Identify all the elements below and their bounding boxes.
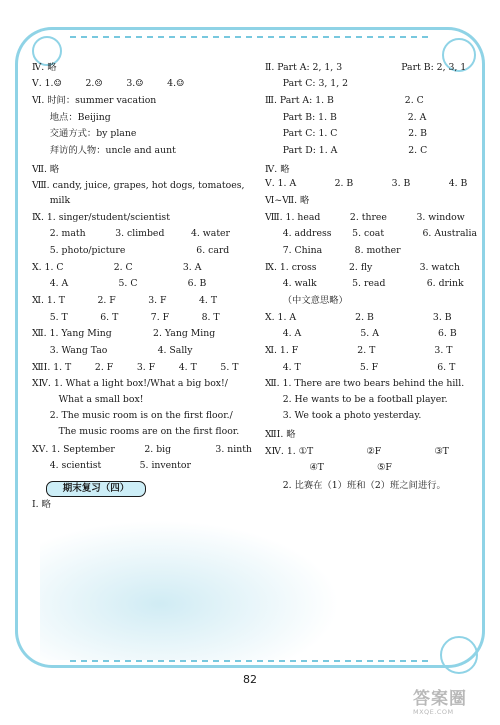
answer-line: 2. The music room is on the first floor./ bbox=[32, 410, 233, 421]
answer-line: 4. walk 5. read 6. drink bbox=[265, 278, 464, 289]
answer-line: Ⅶ. 略 bbox=[32, 164, 60, 175]
answer-line: 3. We took a photo yesterday. bbox=[265, 410, 422, 421]
answer-line: Ⅴ. 1. A 2. B 3. B 4. B bbox=[265, 178, 468, 189]
answer-line: 2. He wants to be a football player. bbox=[265, 394, 448, 405]
answer-line: Ⅵ. 时间：summer vacation bbox=[32, 95, 157, 106]
answer-line: 拜访的人物：uncle and aunt bbox=[32, 145, 176, 156]
answer-line: 7. China 8. mother bbox=[265, 245, 401, 256]
answer-line: 地点：Beijing bbox=[32, 112, 111, 123]
answer-line: 4. A 5. C 6. B bbox=[32, 278, 207, 289]
answer-line: ⅩⅤ. 1. September 2. big 3. ninth bbox=[32, 444, 252, 455]
decor-dashes bbox=[70, 660, 430, 662]
watermark-main: 答案圈 bbox=[413, 689, 467, 709]
answer-line: Ⅹ. 1. A 2. B 3. B bbox=[265, 312, 452, 323]
watermark-sub: MXQE.COM bbox=[413, 708, 454, 716]
answer-line: Ⅷ. 1. head 2. three 3. window bbox=[265, 212, 465, 223]
answer-line: Ⅸ. 1. singer/student/scientist bbox=[32, 212, 170, 223]
answer-line: Ⅹ. 1. C 2. C 3. A bbox=[32, 262, 202, 273]
answer-line: Part C: 3, 1, 2 bbox=[265, 78, 349, 89]
answer-line: Part C: 1. C 2. B bbox=[265, 128, 427, 139]
decor-circle bbox=[440, 636, 478, 674]
answer-line: Ⅳ. 略 bbox=[265, 164, 290, 175]
answer-line: Ⅺ. 1. T 2. F 3. F 4. T bbox=[32, 295, 218, 306]
answer-line: ④T ⑤F bbox=[265, 462, 392, 473]
section-tag: 期末复习（四） bbox=[46, 481, 146, 497]
answer-line: Ⅳ. 略 bbox=[32, 62, 57, 73]
answer-line: ⅫⅠ. 1. T 2. F 3. F 4. T 5. T bbox=[32, 362, 239, 373]
answer-line: 4. scientist 5. inventor bbox=[32, 460, 191, 471]
answer-line: 4. T 5. F 6. T bbox=[265, 362, 456, 373]
answer-line: Part B: 1. B 2. A bbox=[265, 112, 427, 123]
answer-line: Ⅷ. candy, juice, grapes, hot dogs, tomatoes, bbox=[32, 180, 245, 191]
answer-line: Ⅲ. Part A: 1. B 2. C bbox=[265, 95, 424, 106]
answer-line: Ⅸ. 1. cross 2. fly 3. watch bbox=[265, 262, 460, 273]
page-number: 82 bbox=[243, 673, 257, 686]
answer-line: Ⅵ~Ⅶ. 略 bbox=[265, 195, 310, 206]
answer-line: 5. photo/picture 6. card bbox=[32, 245, 230, 256]
answer-line: （中文意思略） bbox=[265, 295, 348, 306]
answer-line: 4. A 5. A 6. B bbox=[265, 328, 457, 339]
answer-line: Ⅻ. 1. Yang Ming 2. Yang Ming bbox=[32, 328, 216, 339]
answer-line: ⅩⅣ. 1. ①T ②F ③T bbox=[265, 446, 449, 457]
answer-line: 2. 比赛在（1）班和（2）班之间进行。 bbox=[265, 480, 446, 491]
watermark bbox=[413, 690, 495, 720]
decor-dashes bbox=[70, 36, 430, 38]
answer-line: ⅩⅣ. 1. What a light box!/What a big box!/ bbox=[32, 378, 228, 389]
answer-line: Ⅱ. Part A: 2, 1, 3 Part B: 2, 3, 1 bbox=[265, 62, 467, 73]
answer-line: 5. T 6. T 7. F 8. T bbox=[32, 312, 220, 323]
answer-line: 交通方式：by plane bbox=[32, 128, 137, 139]
answer-line: 3. Wang Tao 4. Sally bbox=[32, 345, 193, 356]
answer-line: 4. address 5. coat 6. Australia bbox=[265, 228, 478, 239]
answer-line: Ⅻ. 1. There are two bears behind the hill. bbox=[265, 378, 465, 389]
answer-line: milk bbox=[32, 195, 71, 206]
answer-line: The music rooms are on the first floor. bbox=[32, 426, 240, 437]
answer-line: Ⅴ. 1.☺ 2.☹ 3.☺ 4.☺ bbox=[32, 78, 185, 89]
answer-line: Part D: 1. A 2. C bbox=[265, 145, 428, 156]
answer-line: Ⅺ. 1. F 2. T 3. T bbox=[265, 345, 453, 356]
answer-line: What a small box! bbox=[32, 394, 144, 405]
answer-line: 2. math 3. climbed 4. water bbox=[32, 228, 230, 239]
answer-line: ⅫⅠ. 略 bbox=[265, 429, 296, 440]
answer-line: Ⅰ. 略 bbox=[32, 499, 51, 510]
decor-watercolor bbox=[40, 520, 340, 660]
